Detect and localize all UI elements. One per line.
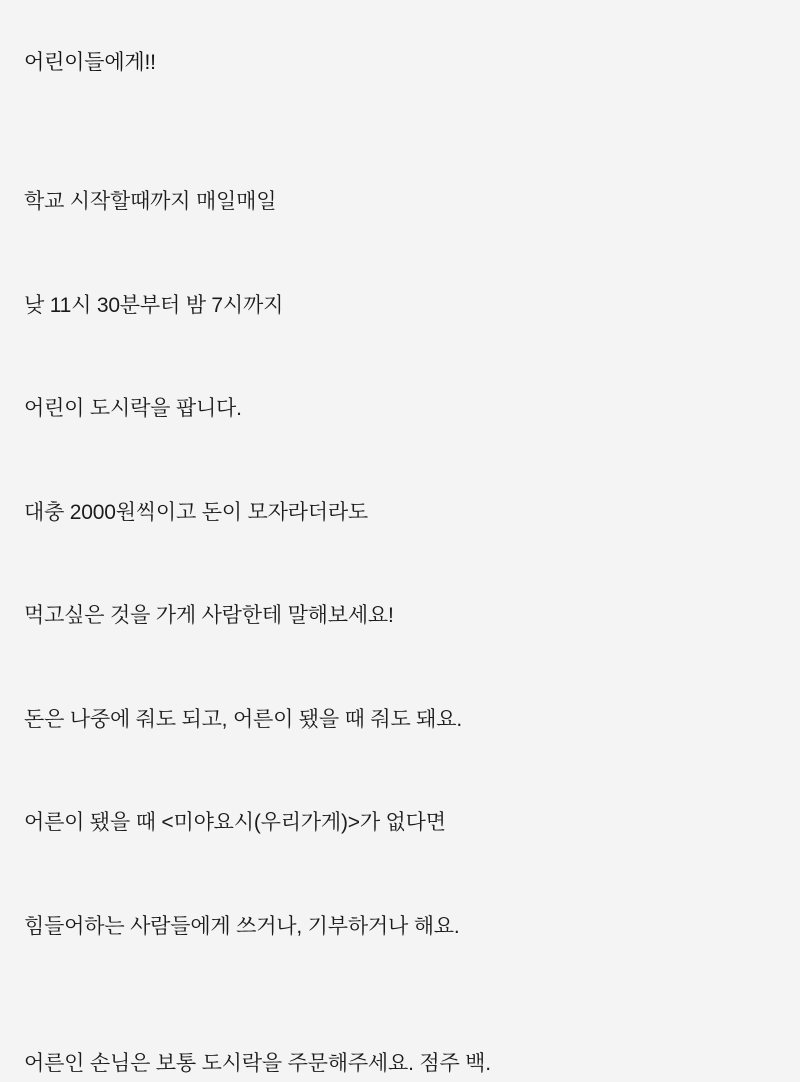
notice-line-4: 대충 2000원씩이고 돈이 모자라더라도	[24, 500, 369, 524]
notice-body	[24, 48, 776, 1082]
notice-line-5: 먹고싶은 것을 가게 사람한테 말해보세요!	[24, 604, 394, 627]
notice-paragraph	[24, 116, 776, 1013]
notice-line-8: 힘들어하는 사람들에게 쓰거나, 기부하거나 해요.	[24, 914, 460, 938]
notice-line-7: 어른이 됐을 때 <미야요시(우리가게)>가 없다면	[24, 811, 446, 834]
notice-heading: 어린이들에게!!	[24, 51, 156, 74]
notice-line-3: 어린이 도시락을 팝니다.	[24, 397, 242, 420]
notice-closing-line: 어른인 손님은 보통 도시락을 주문해주세요. 점주 백.	[24, 1052, 491, 1075]
notice-line-6: 돈은 나중에 줘도 되고, 어른이 됐을 때 줘도 돼요.	[24, 707, 462, 731]
paragraph-spacer	[24, 1013, 776, 1047]
notice-line-2: 낮 11시 30분부터 밤 7시까지	[24, 293, 284, 317]
notice-line-1: 학교 시작할때까지 매일매일	[24, 190, 277, 213]
